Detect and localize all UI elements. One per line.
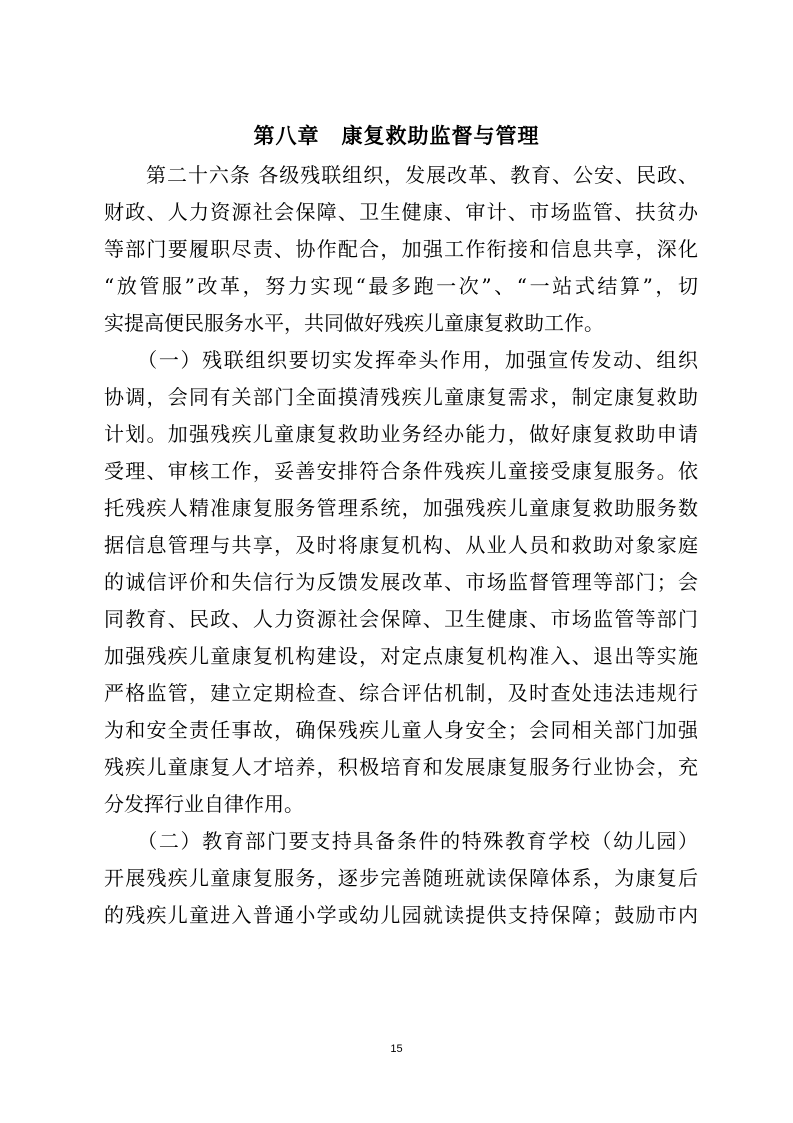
- text-line: 分发挥行业自律作用。: [104, 792, 304, 816]
- text-line: 严格监管，建立定期检查、综合评估机制，及时查处违法违规行: [104, 681, 698, 705]
- text-line: 的诚信评价和失信行为反馈发展改革、市场监督管理等部门；会: [104, 570, 698, 594]
- text-line: （二）教育部门要支持具备条件的特殊教育学校（幼儿园）: [104, 829, 698, 853]
- text-line: “放管服”改革，努力实现“最多跑一次”、“一站式结算”，切: [104, 274, 698, 298]
- text-line: 加强残疾儿童康复机构建设，对定点康复机构准入、退出等实施: [104, 644, 698, 668]
- document-body: [104, 157, 698, 934]
- text-line: 等部门要履职尽责、协作配合，加强工作衔接和信息共享，深化: [104, 237, 698, 261]
- text-line: 财政、人力资源社会保障、卫生健康、审计、市场监管、扶贫办: [104, 200, 698, 224]
- article-26-paragraph: [104, 157, 698, 342]
- text-line: 的残疾儿童进入普通小学或幼儿园就读提供支持保障；鼓励市内: [104, 903, 698, 927]
- text-line: 开展残疾儿童康复服务，逐步完善随班就读保障体系，为康复后: [104, 866, 698, 890]
- text-line: 残疾儿童康复人才培养，积极培育和发展康复服务行业协会，充: [104, 755, 698, 779]
- text-line: 为和安全责任事故，确保残疾儿童人身安全；会同相关部门加强: [104, 718, 698, 742]
- text-line: 第二十六条 各级残联组织，发展改革、教育、公安、民政、: [104, 163, 698, 187]
- text-line: 受理、审核工作，妥善安排符合条件残疾儿童接受康复服务。依: [104, 459, 698, 483]
- text-line: 协调，会同有关部门全面摸清残疾儿童康复需求，制定康复救助: [104, 385, 698, 409]
- text-line: 同教育、民政、人力资源社会保障、卫生健康、市场监管等部门: [104, 607, 698, 631]
- text-line: （一）残联组织要切实发挥牵头作用，加强宣传发动、组织: [104, 348, 698, 372]
- text-line: 托残疾人精准康复服务管理系统，加强残疾儿童康复救助服务数: [104, 496, 698, 520]
- text-line: 据信息管理与共享，及时将康复机构、从业人员和救助对象家庭: [104, 533, 698, 557]
- item-1-paragraph: [104, 342, 698, 823]
- chapter-title: 第八章 康复救助监督与管理: [253, 124, 540, 148]
- text-line: 计划。加强残疾儿童康复救助业务经办能力，做好康复救助申请: [104, 422, 698, 446]
- page-number: 15: [390, 1043, 403, 1055]
- item-2-paragraph: [104, 823, 698, 934]
- text-line: 实提高便民服务水平，共同做好残疾儿童康复救助工作。: [104, 311, 604, 335]
